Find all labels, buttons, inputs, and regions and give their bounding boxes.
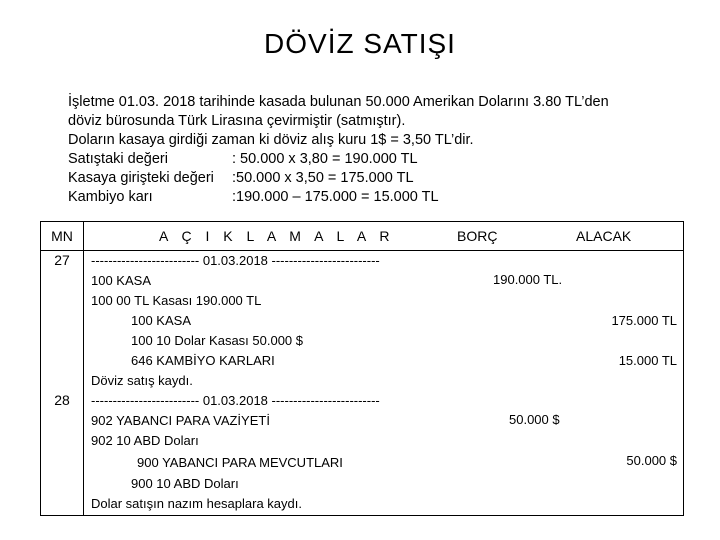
calc-label: Kambiyo karı <box>68 189 153 205</box>
header-aciklamalar: A Ç I K L A M A L A R <box>159 228 393 244</box>
journal-table <box>40 221 684 516</box>
line-description-2: Dolar satışın nazım hesaplara kaydı. <box>91 496 302 511</box>
column-divider <box>83 222 84 515</box>
calc-row-entry-value <box>68 169 609 188</box>
intro-line-3: Doların kasaya girdiği zaman ki döviz alış kuru 1$ = 3,50 TL’dir. <box>68 132 474 148</box>
line-description-1: Döviz satış kaydı. <box>91 373 193 388</box>
line-dolar-kasasi: 100 10 Dolar Kasası 50.000 $ <box>131 333 304 348</box>
page-title: DÖVİZ SATIŞI <box>264 28 456 59</box>
line-tl-kasasi: 100 00 TL Kasası 190.000 TL <box>91 293 262 308</box>
debit-amount-1: 190.000 TL. <box>493 272 563 287</box>
calc-value: :50.000 x 3,50 = 175.000 TL <box>232 170 414 186</box>
debit-amount-2: 50.000 $ <box>509 412 560 427</box>
entry-number-27: 27 <box>54 252 70 268</box>
line-100-kasa-credit: 100 KASA <box>131 313 191 328</box>
line-100-kasa: 100 KASA <box>91 273 151 288</box>
header-borc: BORÇ <box>457 228 498 244</box>
credit-amount-3: 50.000 $ <box>626 453 677 468</box>
credit-amount-1: 175.000 TL <box>611 313 677 328</box>
intro-line-1: İşletme 01.03. 2018 tarihinde kasada bulunan 50.000 Amerikan Dolarını 3.80 TL’den <box>68 94 609 110</box>
date-separator-2: ------------------------- 01.03.2018 ------------------------- <box>91 393 380 408</box>
calc-row-exchange-profit <box>68 188 609 207</box>
credit-amount-2: 15.000 TL <box>618 353 677 368</box>
intro-text <box>68 93 609 207</box>
header-mn: MN <box>51 228 73 244</box>
date-separator-1: ------------------------- 01.03.2018 ------------------------- <box>91 253 380 268</box>
calc-label: Kasaya girişteki değeri <box>68 170 214 186</box>
calc-value: :190.000 – 175.000 = 15.000 TL <box>232 189 439 205</box>
line-abd-dolari-902: 902 10 ABD Doları <box>91 433 199 448</box>
calc-label: Satıştaki değeri <box>68 151 168 167</box>
line-abd-dolari-900: 900 10 ABD Doları <box>131 476 239 491</box>
header-divider <box>41 250 683 251</box>
header-alacak: ALACAK <box>576 228 632 244</box>
intro-line-2: döviz bürosunda Türk Lirasına çevirmiştir (satmıştır). <box>68 113 406 129</box>
line-yabanci-para-mevcutlari: 900 YABANCI PARA MEVCUTLARI <box>137 455 343 470</box>
line-yabanci-para-vaziyeti: 902 YABANCI PARA VAZİYETİ <box>91 413 270 428</box>
entry-number-28: 28 <box>54 392 70 408</box>
calc-row-sale-value <box>68 150 609 169</box>
calc-value: : 50.000 x 3,80 = 190.000 TL <box>232 151 418 167</box>
line-kambiyo-karlari: 646 KAMBİYO KARLARI <box>131 353 275 368</box>
